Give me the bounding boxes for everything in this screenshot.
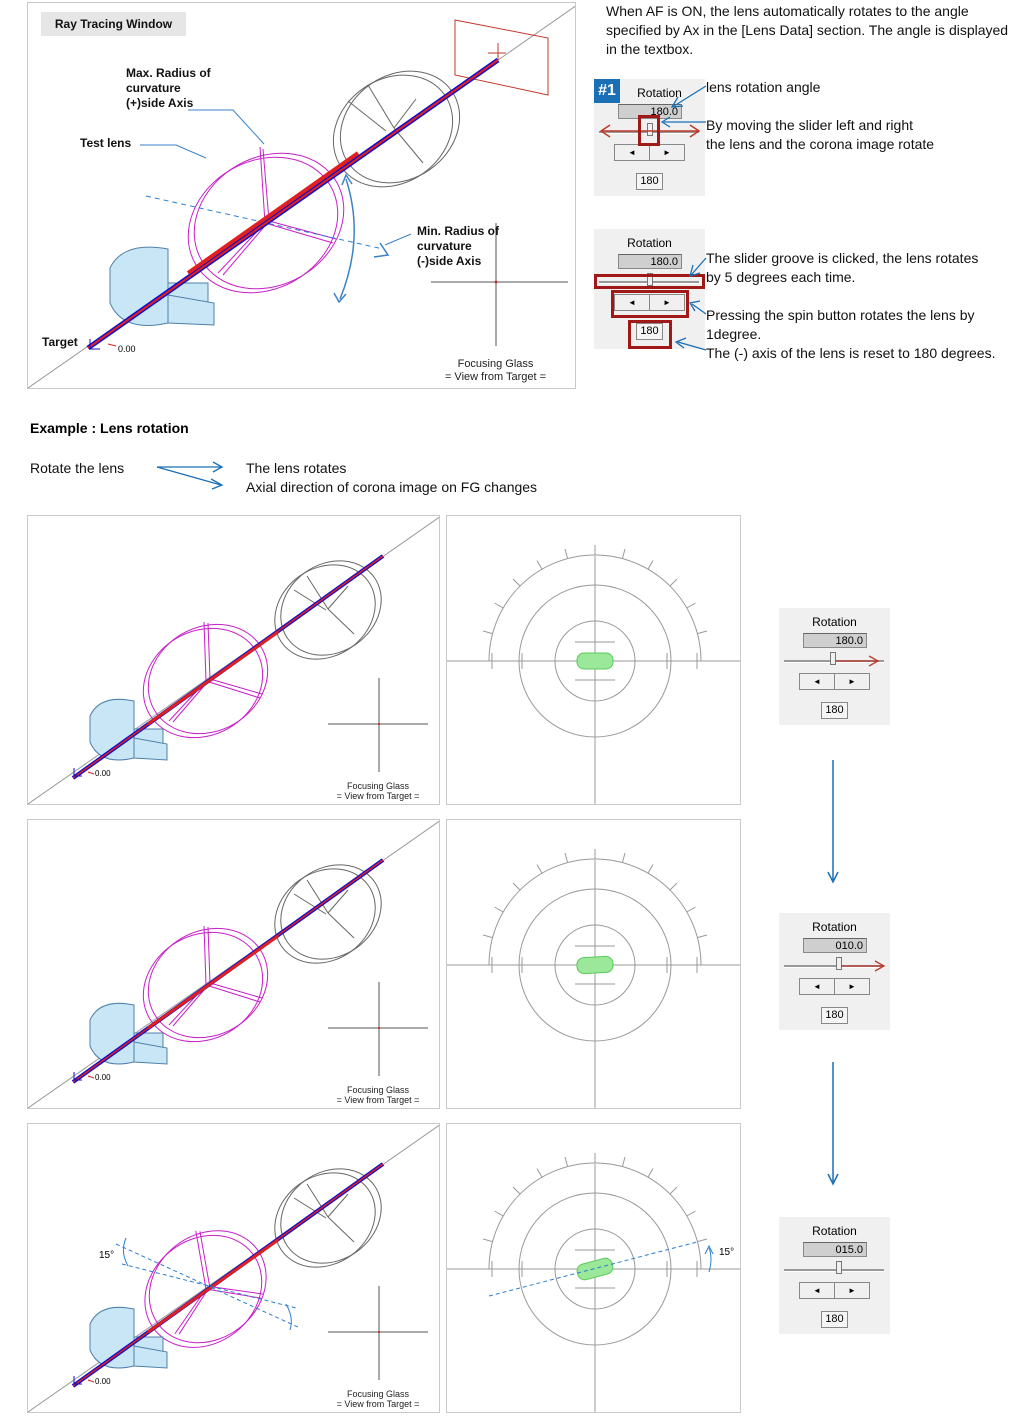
lens-scene [28, 820, 440, 1109]
slider-direction-arrow [841, 959, 891, 973]
focusing-glass-panel [446, 515, 741, 805]
rotation-angle-note: lens rotation angle [706, 79, 821, 95]
reset-180-button[interactable]: 180 [636, 173, 663, 190]
reset-180-button[interactable]: 180 [821, 1007, 848, 1024]
lens-scene [28, 516, 440, 805]
test-lens-label: Test lens [80, 136, 132, 150]
ray-tracing-window [27, 2, 576, 389]
reset-180-button[interactable]: 180 [821, 1311, 848, 1328]
focusing-glass-caption: Focusing Glass = View from Target = [336, 781, 420, 801]
rotate-lens-label: Rotate the lens [30, 460, 125, 476]
rotation-angle-textbox[interactable]: 180.0 [618, 254, 682, 269]
spin-left-button[interactable]: ◄ [799, 673, 835, 690]
focusing-glass-view [447, 516, 741, 805]
groove-note: The slider groove is clicked, the lens rotates by 5 degrees each time. [706, 250, 979, 285]
spin-right-button[interactable]: ► [834, 1282, 870, 1299]
reset-note: The (-) axis of the lens is reset to 180 degrees. [706, 345, 996, 361]
slider-thumb[interactable] [836, 1261, 842, 1274]
slider-direction-arrow [835, 654, 885, 668]
target-value: 0.00 [95, 769, 111, 778]
focusing-glass-panel [446, 1123, 741, 1413]
ray-tracing-scene [28, 3, 576, 389]
rotation-control-example [779, 1217, 890, 1334]
focusing-glass-panel [446, 819, 741, 1109]
spin-left-button[interactable]: ◄ [799, 1282, 835, 1299]
spin-right-button[interactable]: ► [649, 294, 685, 311]
lens-view-panel [27, 1123, 440, 1413]
lens-view-panel [27, 819, 440, 1109]
angle-label: 15° [719, 1247, 735, 1258]
focusing-glass-caption: Focusing Glass = View from Target = [336, 1085, 420, 1105]
reset-180-button[interactable]: 180 [636, 323, 663, 340]
target-label: Target [42, 335, 78, 349]
rotation-angle-textbox[interactable]: 015.0 [803, 1242, 867, 1257]
min-radius-label: Min. Radius of curvature (-)side Axis [417, 224, 499, 268]
slider-groove[interactable] [784, 1269, 884, 1272]
rotation-title: Rotation [812, 615, 857, 629]
rotation-angle-textbox[interactable]: 180.0 [618, 104, 682, 119]
result-note: The lens rotates Axial direction of corona image on FG changes [246, 460, 538, 495]
target-value: 0.00 [95, 1073, 111, 1082]
rotation-title: Rotation [627, 236, 672, 250]
rotation-angle-textbox[interactable]: 010.0 [803, 938, 867, 953]
spin-left-button[interactable]: ◄ [799, 978, 835, 995]
focusing-glass-view [447, 820, 741, 1109]
rotation-title: Rotation [812, 1224, 857, 1238]
rotation-title: Rotation [812, 920, 857, 934]
spin-left-button[interactable]: ◄ [614, 294, 650, 311]
rotate-arrows [155, 461, 227, 491]
rotation-angle-textbox[interactable]: 180.0 [803, 633, 867, 648]
focusing-glass-caption: Focusing Glass = View from Target = [336, 1389, 420, 1409]
lens-scene [28, 1124, 440, 1413]
spin-left-button[interactable]: ◄ [614, 144, 650, 161]
target-value: 0.00 [118, 344, 136, 354]
control-badge: #1 [594, 79, 620, 103]
flow-arrows [823, 755, 843, 1195]
spin-right-button[interactable]: ► [649, 144, 685, 161]
focusing-glass-caption: Focusing Glass = View from Target = [444, 358, 547, 383]
spin-right-button[interactable]: ► [834, 978, 870, 995]
annotation-arrows [650, 80, 710, 370]
target-value: 0.00 [95, 1377, 111, 1386]
focusing-glass-view [447, 1124, 741, 1413]
spin-right-button[interactable]: ► [834, 673, 870, 690]
spin-note: Pressing the spin button rotates the lens by 1degree. [706, 307, 975, 342]
angle-label: 15° [99, 1250, 115, 1261]
slider-note: By moving the slider left and right the lens and the corona image rotate [706, 117, 935, 152]
example-title: Example : Lens rotation [30, 420, 189, 436]
lens-view-panel [27, 515, 440, 805]
af-note: When AF is ON, the lens automatically rotates to the angle specified by Ax in the [Lens Data] section. The angle is displayed in the textbox. [606, 3, 1009, 57]
rotation-control-example [779, 608, 890, 725]
max-radius-label: Max. Radius of curvature (+)side Axis [126, 66, 211, 110]
rotation-title: Rotation [637, 86, 682, 100]
ray-tracing-window-title: Ray Tracing Window [41, 12, 186, 36]
reset-180-button[interactable]: 180 [821, 702, 848, 719]
